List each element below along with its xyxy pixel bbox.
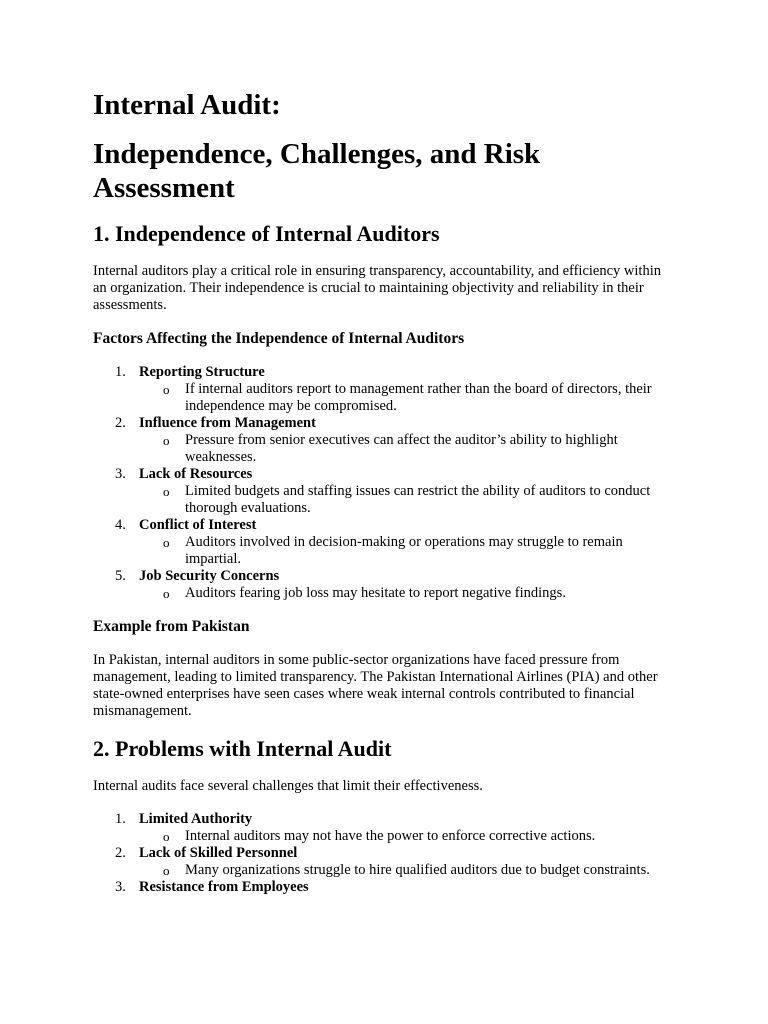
sub-list-item [139, 862, 673, 879]
sub-list-item [139, 828, 673, 845]
list-number: 3. [115, 879, 126, 895]
factors-list [93, 364, 673, 602]
list-number: 2. [115, 845, 126, 861]
list-item [93, 517, 673, 568]
sub-list [139, 862, 673, 879]
sub-list [139, 828, 673, 845]
problems-list [93, 811, 673, 896]
sub-list-item [139, 483, 673, 517]
sub-list [139, 585, 673, 602]
list-item [93, 364, 673, 415]
bullet-marker: o [163, 829, 170, 844]
list-number: 5. [115, 568, 126, 584]
sub-list [139, 432, 673, 466]
list-number: 1. [115, 364, 126, 380]
section-heading-independence: 1. Independence of Internal Auditors [93, 221, 440, 246]
list-number: 3. [115, 466, 126, 482]
list-item [93, 568, 673, 602]
list-item [93, 466, 673, 517]
list-item [93, 845, 673, 879]
list-item-title: Lack of Skilled Personnel [139, 845, 298, 861]
sub-list-item [139, 534, 673, 568]
sub-list-text: If internal auditors report to management rather than the board of directors, their independence may be compromised. [185, 381, 652, 414]
sub-list-item [139, 381, 673, 415]
section-intro-paragraph: Internal auditors play a critical role in ensuring transparency, accountability, and efficiency within an organization. Their independence is crucial to maintaining objectivity and reliability in their assessments. [93, 263, 661, 313]
sub-list [139, 381, 673, 415]
list-item-title: Conflict of Interest [139, 517, 257, 533]
section-heading-problems: 2. Problems with Internal Audit [93, 736, 392, 761]
bullet-marker: o [163, 535, 170, 550]
document-subtitle: Independence, Challenges, and Risk Assessment [93, 138, 541, 204]
list-number: 1. [115, 811, 126, 827]
list-item-title: Resistance from Employees [139, 879, 309, 895]
sub-list-text: Many organizations struggle to hire qualified auditors due to budget constraints. [185, 862, 650, 878]
bullet-marker: o [163, 382, 170, 397]
example-paragraph: In Pakistan, internal auditors in some public-sector organizations have faced pressure from management, leading to limited transparency. The Pakistan International Airlines (PIA) and other state-owned enterprises have seen cases where weak internal controls contributed to financial mismanagement. [93, 652, 658, 719]
subheading-example: Example from Pakistan [93, 618, 250, 635]
list-item-title: Influence from Management [139, 415, 316, 431]
list-item-title: Lack of Resources [139, 466, 253, 482]
list-item [93, 879, 673, 896]
sub-list-text: Auditors involved in decision-making or operations may struggle to remain impartial. [185, 534, 623, 567]
sub-list-text: Pressure from senior executives can affect the auditor’s ability to highlight weaknesses. [185, 432, 618, 465]
subheading-factors: Factors Affecting the Independence of Internal Auditors [93, 330, 465, 347]
list-number: 4. [115, 517, 126, 533]
bullet-marker: o [163, 863, 170, 878]
list-item [93, 415, 673, 466]
list-item-title: Job Security Concerns [139, 568, 280, 584]
sub-list-text: Limited budgets and staffing issues can restrict the ability of auditors to conduct thorough evaluations. [185, 483, 651, 516]
sub-list [139, 534, 673, 568]
document-title: Internal Audit: [93, 89, 281, 121]
bullet-marker: o [163, 433, 170, 448]
bullet-marker: o [163, 484, 170, 499]
list-number: 2. [115, 415, 126, 431]
sub-list-item [139, 432, 673, 466]
list-item [93, 811, 673, 845]
bullet-marker: o [163, 586, 170, 601]
list-item-title: Limited Authority [139, 811, 253, 827]
sub-list-text: Internal auditors may not have the power to enforce corrective actions. [185, 828, 596, 844]
sub-list [139, 483, 673, 517]
sub-list-item [139, 585, 673, 602]
sub-list-text: Auditors fearing job loss may hesitate to report negative findings. [185, 585, 566, 601]
list-item-title: Reporting Structure [139, 364, 265, 380]
section-intro-paragraph: Internal audits face several challenges that limit their effectiveness. [93, 778, 483, 794]
document-page [93, 88, 673, 912]
